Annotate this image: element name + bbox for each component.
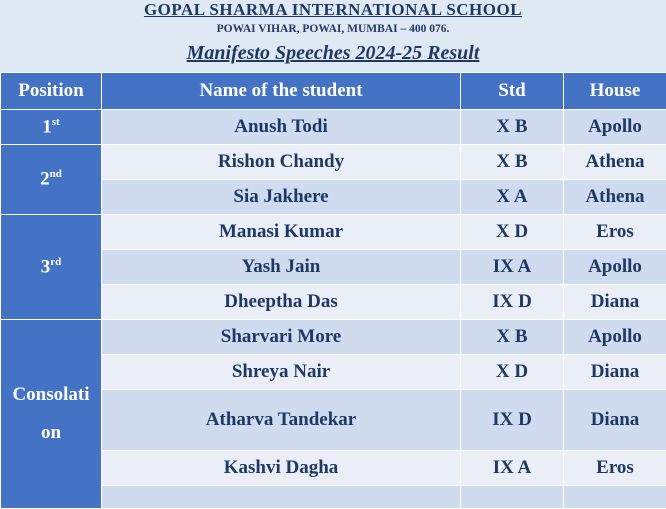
student-std: X B	[461, 110, 564, 145]
document-header	[0, 0, 666, 72]
student-name: Manasi Kumar	[102, 215, 461, 250]
student-house: Diana	[564, 285, 666, 320]
student-name: Sharvari More	[102, 320, 461, 355]
empty-cell	[461, 486, 564, 509]
student-house: Diana	[564, 390, 666, 451]
student-name: Dheeptha Das	[102, 285, 461, 320]
position-consolation: Consolati on	[1, 320, 102, 509]
student-std: X D	[461, 215, 564, 250]
student-name: Yash Jain	[102, 250, 461, 285]
column-header-name: Name of the student	[102, 73, 461, 110]
student-std: IX D	[461, 390, 564, 451]
student-house: Diana	[564, 355, 666, 390]
student-std: IX A	[461, 451, 564, 486]
column-header-std: Std	[461, 73, 564, 110]
student-house: Apollo	[564, 250, 666, 285]
position-second: 2nd	[1, 145, 102, 215]
student-std: IX D	[461, 285, 564, 320]
student-name: Anush Todi	[102, 110, 461, 145]
student-name: Sia Jakhere	[102, 180, 461, 215]
student-house: Eros	[564, 451, 666, 486]
student-name: Kashvi Dagha	[102, 451, 461, 486]
empty-cell	[102, 486, 461, 509]
table-row	[1, 110, 666, 145]
table-row	[1, 215, 666, 250]
student-house: Apollo	[564, 320, 666, 355]
school-address: POWAI VIHAR, POWAI, MUMBAI – 400 076.	[0, 22, 666, 36]
table-row	[1, 145, 666, 180]
table-header-row	[1, 73, 666, 110]
student-std: X B	[461, 320, 564, 355]
position-first: 1st	[1, 110, 102, 145]
student-std: X D	[461, 355, 564, 390]
student-house: Athena	[564, 180, 666, 215]
student-name: Shreya Nair	[102, 355, 461, 390]
empty-cell	[564, 486, 666, 509]
student-std: IX A	[461, 250, 564, 285]
school-name: GOPAL SHARMA INTERNATIONAL SCHOOL	[0, 0, 666, 20]
student-house: Athena	[564, 145, 666, 180]
student-house: Eros	[564, 215, 666, 250]
position-third: 3rd	[1, 215, 102, 320]
column-header-house: House	[564, 73, 666, 110]
table-row	[1, 320, 666, 355]
student-name: Rishon Chandy	[102, 145, 461, 180]
column-header-position: Position	[1, 73, 102, 110]
student-house: Apollo	[564, 110, 666, 145]
results-table	[0, 72, 666, 509]
student-std: X B	[461, 145, 564, 180]
student-std: X A	[461, 180, 564, 215]
result-title: Manifesto Speeches 2024-25 Result	[0, 40, 666, 66]
student-name: Atharva Tandekar	[102, 390, 461, 451]
